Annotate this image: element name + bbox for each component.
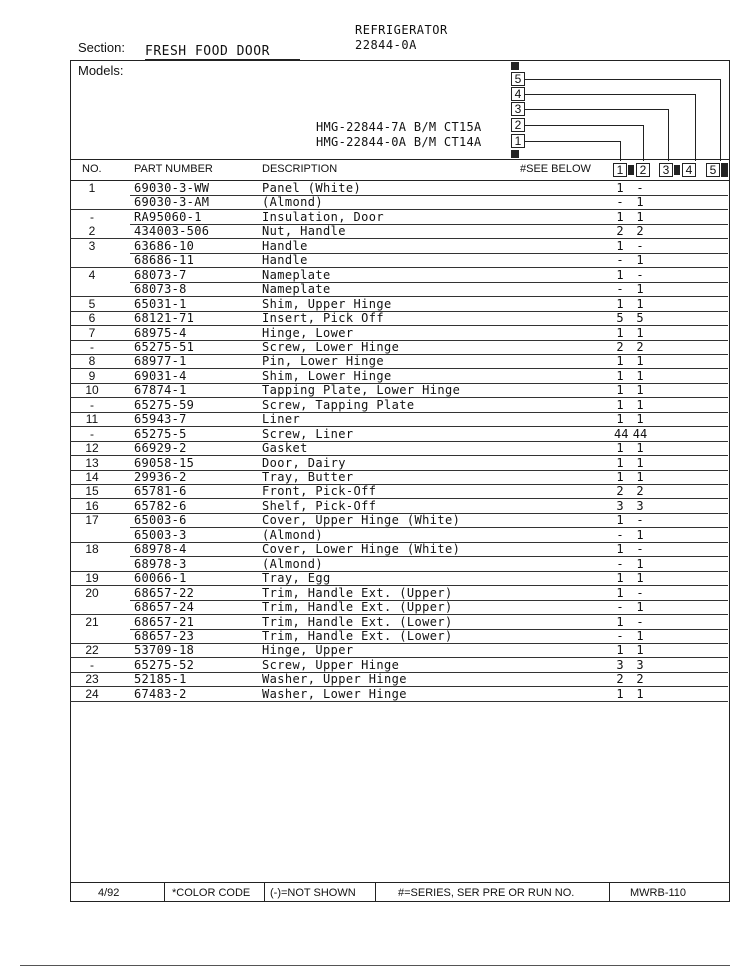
qty-series-1: 1 bbox=[616, 643, 624, 658]
footer-not-shown: (-)=NOT SHOWN bbox=[270, 887, 356, 899]
header-top-rule bbox=[70, 159, 730, 160]
description: Insert, Pick Off bbox=[262, 311, 384, 326]
page-bottom-rule bbox=[20, 965, 730, 966]
description: Screw, Liner bbox=[262, 426, 354, 441]
part-number: 53709-18 bbox=[134, 643, 195, 658]
part-number: 68657-22 bbox=[134, 585, 195, 600]
series-col-end bbox=[721, 163, 728, 177]
qty-series-2: 5 bbox=[636, 311, 644, 326]
description: Trim, Handle Ext. (Upper) bbox=[262, 585, 453, 600]
qty-series-2: 1 bbox=[636, 253, 644, 268]
footer-rule bbox=[70, 882, 730, 883]
description: Hinge, Upper bbox=[262, 643, 354, 658]
row-number: 2 bbox=[88, 224, 96, 239]
series-marker-top bbox=[511, 62, 519, 70]
description: Hinge, Lower bbox=[262, 325, 354, 340]
qty-series-1: 1 bbox=[616, 614, 624, 629]
qty-series-2: - bbox=[636, 542, 644, 557]
qty-series-2: - bbox=[636, 513, 644, 528]
description: Shelf, Pick-Off bbox=[262, 498, 377, 513]
part-number: 65003-3 bbox=[134, 527, 187, 542]
qty-series-2: 1 bbox=[636, 527, 644, 542]
qty-series-2: 3 bbox=[636, 498, 644, 513]
part-number: 434003-506 bbox=[134, 224, 210, 239]
qty-series-1: 1 bbox=[616, 238, 624, 253]
col-header-part-number: PART NUMBER bbox=[134, 163, 213, 175]
part-number: 67874-1 bbox=[134, 383, 187, 398]
model-line-1: HMG-22844-7A B/M CT15A bbox=[316, 120, 482, 134]
qty-series-2: 1 bbox=[636, 571, 644, 586]
description: Nameplate bbox=[262, 282, 331, 297]
part-number: 29936-2 bbox=[134, 470, 187, 484]
qty-series-2: 1 bbox=[636, 209, 644, 224]
row-number: 18 bbox=[85, 542, 99, 557]
part-number: 65781-6 bbox=[134, 484, 187, 499]
series-stack-1: 1 bbox=[511, 134, 525, 148]
description: Shim, Upper Hinge bbox=[262, 296, 392, 311]
qty-series-2: 1 bbox=[636, 195, 644, 210]
series-col-2: 2 bbox=[636, 163, 650, 177]
qty-series-2: 2 bbox=[636, 224, 644, 239]
description: Screw, Tapping Plate bbox=[262, 397, 415, 412]
series-stack-4: 4 bbox=[511, 87, 525, 101]
connector-5-drop bbox=[720, 79, 721, 161]
qty-series-1: 2 bbox=[616, 484, 624, 499]
part-number: 60066-1 bbox=[134, 571, 187, 586]
series-stack-5: 5 bbox=[511, 72, 525, 86]
description: Gasket bbox=[262, 441, 308, 456]
description: Front, Pick-Off bbox=[262, 484, 377, 499]
row-number: 9 bbox=[88, 368, 96, 383]
qty-series-1: 3 bbox=[616, 657, 624, 672]
part-number: 63686-10 bbox=[134, 238, 195, 253]
row-number: - bbox=[90, 426, 94, 441]
qty-series-1: 1 bbox=[616, 585, 624, 600]
qty-series-2: 1 bbox=[636, 412, 644, 427]
footer-divider bbox=[264, 882, 265, 902]
qty-series-1: 1 bbox=[616, 397, 624, 412]
part-number: 65782-6 bbox=[134, 498, 187, 513]
description: (Almond) bbox=[262, 527, 323, 542]
qty-series-2: 1 bbox=[636, 354, 644, 369]
row-number: 1 bbox=[88, 181, 96, 195]
row-number: 23 bbox=[85, 672, 99, 687]
qty-series-1: 2 bbox=[616, 672, 624, 687]
description: Screw, Lower Hinge bbox=[262, 339, 400, 354]
qty-series-1: 1 bbox=[616, 686, 624, 701]
qty-series-2: 1 bbox=[636, 441, 644, 456]
part-number: 68977-1 bbox=[134, 354, 187, 369]
description: (Almond) bbox=[262, 195, 323, 210]
qty-series-1: 1 bbox=[616, 513, 624, 528]
models-label: Models: bbox=[78, 63, 124, 78]
row-number: 13 bbox=[85, 455, 99, 470]
description: Door, Dairy bbox=[262, 455, 346, 470]
qty-series-2: - bbox=[636, 267, 644, 282]
part-number: 68686-11 bbox=[134, 253, 195, 268]
row-number: 3 bbox=[88, 238, 96, 253]
row-rule bbox=[70, 701, 728, 702]
description: Panel (White) bbox=[262, 181, 362, 195]
row-number: 17 bbox=[85, 513, 99, 528]
connector-5 bbox=[525, 79, 720, 80]
description: Tapping Plate, Lower Hinge bbox=[262, 383, 461, 398]
series-col-3: 3 bbox=[659, 163, 673, 177]
model-line-2: HMG-22844-0A B/M CT14A bbox=[316, 135, 482, 149]
part-number: 67483-2 bbox=[134, 686, 187, 701]
qty-series-2: 1 bbox=[636, 600, 644, 615]
series-col-sep bbox=[628, 165, 634, 175]
qty-series-1: 1 bbox=[616, 368, 624, 383]
section-value: FRESH FOOD DOOR bbox=[145, 44, 270, 59]
row-number: 7 bbox=[88, 325, 96, 340]
connector-1-drop bbox=[620, 141, 621, 161]
series-col-1: 1 bbox=[613, 163, 627, 177]
qty-series-2: 1 bbox=[636, 282, 644, 297]
description: Washer, Upper Hinge bbox=[262, 672, 407, 687]
description: Trim, Handle Ext. (Lower) bbox=[262, 628, 453, 643]
part-number: 68975-4 bbox=[134, 325, 187, 340]
part-number: 65943-7 bbox=[134, 412, 187, 427]
description: Screw, Upper Hinge bbox=[262, 657, 400, 672]
part-number: 68657-23 bbox=[134, 628, 195, 643]
row-number: 21 bbox=[85, 614, 99, 629]
connector-3 bbox=[525, 109, 668, 110]
footer-color-code: *COLOR CODE bbox=[172, 887, 251, 899]
series-col-5: 5 bbox=[706, 163, 720, 177]
description: Insulation, Door bbox=[262, 209, 384, 224]
qty-series-2: - bbox=[636, 181, 644, 195]
qty-series-1: - bbox=[616, 282, 624, 297]
part-number: 69031-4 bbox=[134, 368, 187, 383]
description: Handle bbox=[262, 238, 308, 253]
description: Pin, Lower Hinge bbox=[262, 354, 384, 369]
part-number: RA95060-1 bbox=[134, 209, 202, 224]
footer-doc-code: MWRB-110 bbox=[630, 887, 687, 899]
row-number: 24 bbox=[85, 686, 99, 701]
qty-series-1: 1 bbox=[616, 181, 624, 195]
part-number: 66929-2 bbox=[134, 441, 187, 456]
part-number: 65275-51 bbox=[134, 339, 195, 354]
qty-series-2: 2 bbox=[636, 339, 644, 354]
document-title: REFRIGERATOR bbox=[355, 23, 448, 37]
part-number: 65275-52 bbox=[134, 657, 195, 672]
series-col-4: 4 bbox=[682, 163, 696, 177]
section-label: Section: bbox=[78, 40, 125, 55]
qty-series-2: 2 bbox=[636, 484, 644, 499]
qty-series-1: 2 bbox=[616, 224, 624, 239]
series-marker-bottom bbox=[511, 150, 519, 158]
part-number: 52185-1 bbox=[134, 672, 187, 687]
qty-series-2: 1 bbox=[636, 455, 644, 470]
series-stack-2: 2 bbox=[511, 118, 525, 132]
qty-series-2: - bbox=[636, 585, 644, 600]
qty-series-2: 1 bbox=[636, 686, 644, 701]
qty-series-1: 1 bbox=[616, 325, 624, 340]
qty-series-2: 2 bbox=[636, 672, 644, 687]
col-header-see-below: #SEE BELOW bbox=[520, 163, 591, 175]
qty-series-1: 1 bbox=[616, 470, 624, 484]
part-number: 68073-7 bbox=[134, 267, 187, 282]
part-number: 68657-24 bbox=[134, 600, 195, 615]
qty-series-2: 1 bbox=[636, 383, 644, 398]
qty-series-1: 3 bbox=[616, 498, 624, 513]
description: Handle bbox=[262, 253, 308, 268]
footer-date: 4/92 bbox=[98, 887, 120, 899]
qty-series-1: 1 bbox=[616, 571, 624, 586]
qty-series-1: 5 bbox=[616, 311, 624, 326]
document-model-number: 22844-0A bbox=[355, 38, 417, 52]
row-number: 16 bbox=[85, 498, 99, 513]
footer-divider bbox=[164, 882, 165, 902]
part-number: 68978-3 bbox=[134, 556, 187, 571]
row-number: 15 bbox=[85, 484, 99, 499]
part-number: 68978-4 bbox=[134, 542, 187, 557]
connector-4 bbox=[525, 94, 695, 95]
qty-series-1: 1 bbox=[616, 354, 624, 369]
qty-series-1: - bbox=[616, 600, 624, 615]
qty-series-1: 1 bbox=[616, 267, 624, 282]
qty-series-2: 3 bbox=[636, 657, 644, 672]
description: Nameplate bbox=[262, 267, 331, 282]
part-number: 68073-8 bbox=[134, 282, 187, 297]
part-number: 69030-3-AM bbox=[134, 195, 210, 210]
qty-series-2: 1 bbox=[636, 628, 644, 643]
description: Shim, Lower Hinge bbox=[262, 368, 392, 383]
qty-series-1: - bbox=[616, 195, 624, 210]
description: (Almond) bbox=[262, 556, 323, 571]
part-number: 69030-3-WW bbox=[134, 181, 210, 195]
qty-series-1: - bbox=[616, 628, 624, 643]
qty-series-2: 1 bbox=[636, 397, 644, 412]
row-number: - bbox=[90, 657, 94, 672]
row-number: 10 bbox=[85, 383, 99, 398]
qty-series-2: 1 bbox=[636, 296, 644, 311]
qty-series-1: - bbox=[616, 527, 624, 542]
qty-series-1: 1 bbox=[616, 441, 624, 456]
description: Nut, Handle bbox=[262, 224, 346, 239]
row-number: 14 bbox=[85, 470, 99, 484]
connector-4-drop bbox=[695, 94, 696, 161]
qty-series-2: 1 bbox=[636, 470, 644, 484]
description: Washer, Lower Hinge bbox=[262, 686, 407, 701]
description: Tray, Egg bbox=[262, 571, 331, 586]
qty-series-1: - bbox=[616, 253, 624, 268]
qty-series-2: - bbox=[636, 614, 644, 629]
row-number: 5 bbox=[88, 296, 96, 311]
row-number: 4 bbox=[88, 267, 96, 282]
qty-series-2: 1 bbox=[636, 325, 644, 340]
col-header-no: NO. bbox=[82, 163, 102, 175]
qty-series-2: 44 bbox=[632, 426, 648, 441]
part-number: 69058-15 bbox=[134, 455, 195, 470]
qty-series-1: - bbox=[616, 556, 624, 571]
connector-2-drop bbox=[643, 125, 644, 161]
row-number: - bbox=[90, 339, 94, 354]
footer-divider bbox=[609, 882, 610, 902]
connector-1 bbox=[525, 141, 620, 142]
part-number: 65031-1 bbox=[134, 296, 187, 311]
row-number: 19 bbox=[85, 571, 99, 586]
part-number: 68657-21 bbox=[134, 614, 195, 629]
qty-series-2: - bbox=[636, 238, 644, 253]
description: Trim, Handle Ext. (Lower) bbox=[262, 614, 453, 629]
row-number: 11 bbox=[85, 412, 99, 427]
qty-series-1: 1 bbox=[616, 209, 624, 224]
row-number: 8 bbox=[88, 354, 96, 369]
description: Tray, Butter bbox=[262, 470, 354, 484]
series-col-sep bbox=[674, 165, 680, 175]
connector-2 bbox=[525, 125, 643, 126]
footer-series-note: #=SERIES, SER PRE OR RUN NO. bbox=[398, 887, 575, 899]
qty-series-1: 1 bbox=[616, 383, 624, 398]
col-header-description: DESCRIPTION bbox=[262, 163, 338, 175]
description: Trim, Handle Ext. (Upper) bbox=[262, 600, 453, 615]
qty-series-1: 1 bbox=[616, 296, 624, 311]
part-number: 65003-6 bbox=[134, 513, 187, 528]
description: Cover, Upper Hinge (White) bbox=[262, 513, 461, 528]
footer-divider bbox=[375, 882, 376, 902]
qty-series-2: 1 bbox=[636, 643, 644, 658]
part-number: 65275-59 bbox=[134, 397, 195, 412]
part-number: 65275-5 bbox=[134, 426, 187, 441]
row-number: 20 bbox=[85, 585, 99, 600]
qty-series-2: 1 bbox=[636, 556, 644, 571]
qty-series-1: 1 bbox=[616, 455, 624, 470]
qty-series-1: 2 bbox=[616, 339, 624, 354]
qty-series-1: 1 bbox=[616, 412, 624, 427]
qty-series-1: 1 bbox=[616, 542, 624, 557]
row-number: - bbox=[90, 209, 94, 224]
qty-series-2: 1 bbox=[636, 368, 644, 383]
description: Cover, Lower Hinge (White) bbox=[262, 542, 461, 557]
series-stack-3: 3 bbox=[511, 102, 525, 116]
row-number: 22 bbox=[85, 643, 99, 658]
qty-series-1: 44 bbox=[614, 426, 629, 441]
row-number: 6 bbox=[88, 311, 96, 326]
connector-3-drop bbox=[668, 109, 669, 161]
part-number: 68121-71 bbox=[134, 311, 195, 326]
description: Liner bbox=[262, 412, 301, 427]
row-number: 12 bbox=[85, 441, 99, 456]
row-number: - bbox=[90, 397, 94, 412]
